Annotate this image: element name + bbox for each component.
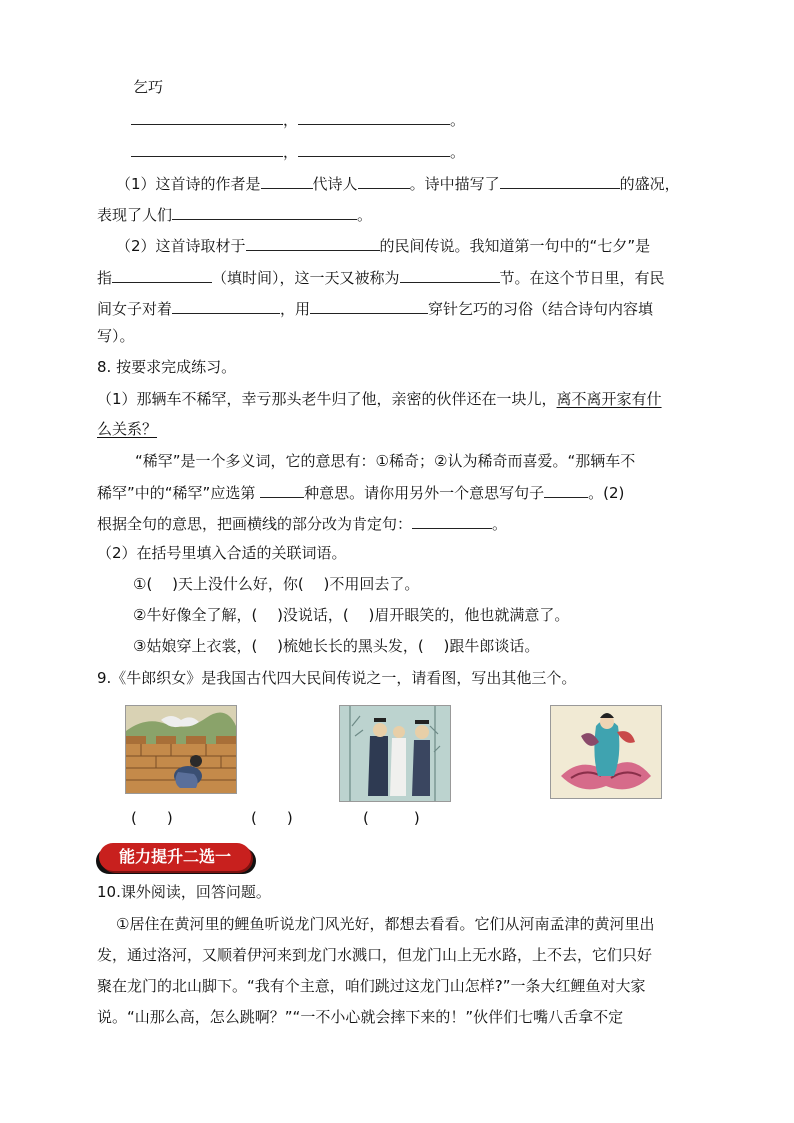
q7-p1-line1: （1）这首诗的作者是 代诗人 。诗中描写了 的盛况，: [116, 172, 680, 194]
blank[interactable]: [298, 108, 450, 125]
q8-s2-title: （2）在括号里填入合适的关联词语。: [97, 544, 347, 562]
blank[interactable]: [500, 172, 620, 189]
q8-item-3: ③姑娘穿上衣裳，( )梳她长长的黑头发，( )跟牛郎谈话。: [133, 637, 540, 655]
q8-title: 8. 按要求完成练习。: [97, 358, 237, 376]
section-badge: 能力提升二选一: [99, 843, 251, 871]
blank[interactable]: [358, 172, 410, 189]
q9-title: 9.《牛郎织女》是我国古代四大民间传说之一，请看图，写出其他三个。: [97, 669, 577, 687]
great-wall-picture: [125, 705, 237, 794]
blank[interactable]: [131, 140, 283, 157]
blank[interactable]: [260, 481, 304, 498]
underlined-phrase: 么关系？: [97, 420, 158, 438]
q10-line-1: ①居住在黄河里的鲤鱼听说龙门风光好，都想去看看。它们从河南孟津的黄河里出: [116, 915, 655, 933]
q8-s1-line1: （1）那辆车不稀罕，幸亏那头老牛归了他，亲密的伙伴还在一块儿，离不离开家有什: [97, 390, 662, 408]
q9-answer-2[interactable]: ( ): [251, 809, 293, 827]
q7-p2-line2: 指 （填时间），这一天又被称为 节。在这个节日里，有民: [97, 266, 665, 288]
lady-picture: [550, 705, 662, 799]
q7-p2-line4: 写）。: [97, 327, 135, 345]
blank[interactable]: [261, 172, 313, 189]
q8-s1-def: “稀罕”是一个多义词，它的意思有：①稀奇；②认为稀奇而喜爱。“那辆车不: [135, 452, 636, 470]
q8-item-1: ①( )天上没什么好，你( )不用回去了。: [133, 575, 420, 593]
blank[interactable]: [172, 203, 357, 220]
blank[interactable]: [112, 266, 212, 283]
q9-answer-3[interactable]: ( ): [363, 809, 420, 827]
blank[interactable]: [172, 297, 280, 314]
q10-line-2: 发，通过洛河，又顺着伊河来到龙门水溅口，但龙门山上无水路，上不去，它们只好: [97, 946, 653, 964]
q8-s1-line2: [97, 419, 157, 439]
blank[interactable]: [400, 266, 500, 283]
poem-line-2: ， 。: [131, 140, 465, 162]
blank[interactable]: [544, 481, 588, 498]
q7-p2-line3: 间女子对着 ，用 穿针乞巧的习俗（结合诗句内容填: [97, 297, 653, 319]
q7-p1-line2: 表现了人们 。: [97, 203, 372, 225]
poem-title: 乞巧: [133, 78, 164, 96]
blank[interactable]: [310, 297, 428, 314]
q8-s1-line4: 稀罕”中的“稀罕”应选第 种意思。请你用另外一个意思写句子 。(2): [97, 481, 624, 503]
q9-answer-1[interactable]: ( ): [131, 809, 173, 827]
blank[interactable]: [412, 512, 492, 529]
poem-line-1: ， 。: [131, 108, 465, 130]
blank[interactable]: [131, 108, 283, 125]
blank[interactable]: [246, 234, 380, 251]
q10-line-3: 聚在龙门的北山脚下。“我有个主意，咱们跳过这龙门山怎样?”一条大红鲤鱼对大家: [97, 977, 646, 995]
q7-p2-line1: （2）这首诗取材于 的民间传说。我知道第一句中的“七夕”是: [116, 234, 650, 256]
underlined-phrase: 离不离开家有什: [556, 390, 662, 408]
q10-title: 10.课外阅读，回答问题。: [97, 883, 271, 901]
q8-s1-line5: 根据全句的意思，把画横线的部分改为肯定句： 。: [97, 512, 507, 534]
blank[interactable]: [298, 140, 450, 157]
q10-line-4: 说。“山那么高，怎么跳啊？”“一不小心就会摔下来的！”伙伴们七嘴八舌拿不定: [97, 1008, 624, 1026]
q8-item-2: ②牛好像全了解，( )没说话，( )眉开眼笑的，他也就满意了。: [133, 606, 570, 624]
lovers-picture: [339, 705, 451, 802]
